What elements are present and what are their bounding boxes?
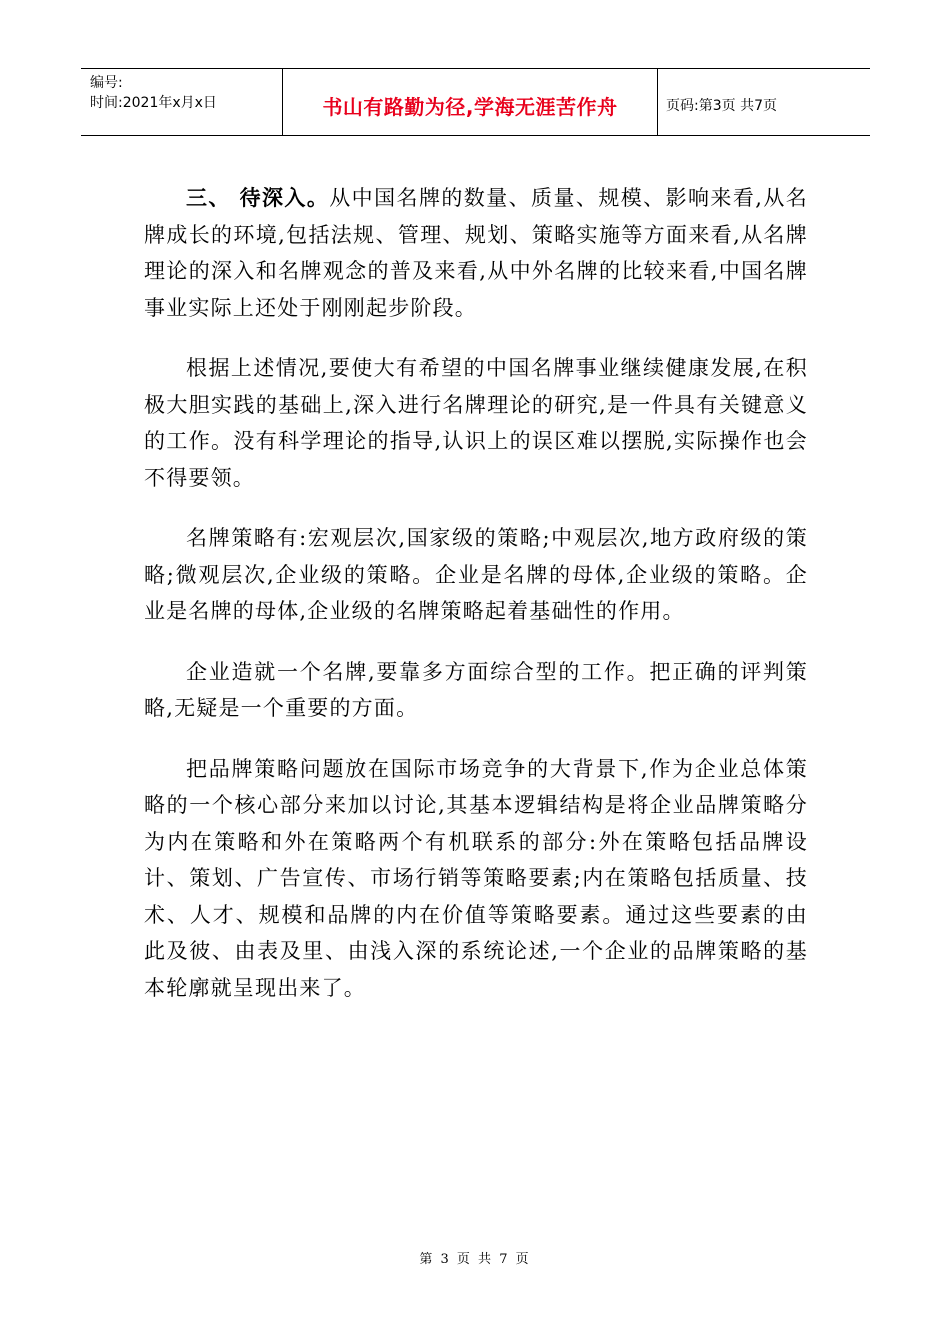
paragraph-5: 把品牌策略问题放在国际市场竞争的大背景下,作为企业总体策略的一个核心部分来加以讨论,其基本逻辑结构是将企业品牌策略分为内在策略和外在策略两个有机联系的部分:外在策略包括品牌设计、策划、广告宣传、市场行销等策略要素;内在策略包括质量、技术、人才、规模和品牌的内在价值等策略要素。通过这些要素的由此及彼、由表及里、由浅入深的系统论述,一个企业的品牌策略的基本轮廓就呈现出来了。 <box>144 756 808 1000</box>
header-motto: 书山有路勤为径,学海无涯苦作舟 <box>322 94 618 119</box>
header-page-number: 页码:第3页 共7页 <box>666 98 777 114</box>
paragraph-3: 名牌策略有:宏观层次,国家级的策略;中观层次,地方政府级的策略;微观层次,企业级的策略。企业是名牌的母体,企业级的策略。企业是名牌的母体,企业级的名牌策略起着基础性的作用。 <box>144 526 808 623</box>
document-number-label: 编号: <box>90 75 123 91</box>
paragraph-1-lead: 三、 待深入。 <box>186 186 330 210</box>
paragraph-4: 企业造就一个名牌,要靠多方面综合型的工作。把正确的评判策略,无疑是一个重要的方面。 <box>144 659 808 720</box>
page-footer: 第 3 页 共 7 页 <box>419 1252 531 1267</box>
header-page-cell <box>658 69 870 135</box>
header-motto-cell <box>283 69 658 135</box>
header-meta <box>81 69 283 135</box>
document-time-label: 时间:2021年x月x日 <box>90 95 217 111</box>
document-body <box>144 180 808 1030</box>
page-header <box>81 68 870 136</box>
paragraph-1-text: 从中国名牌的数量、质量、规模、影响来看,从名牌成长的环境,包括法规、管理、规划、策略实施等方面来看,从名牌理论的深入和名牌观念的普及来看,从中外名牌的比较来看,中国名牌事业实际上还处于刚刚起步阶段。 <box>144 186 808 320</box>
paragraph-1 <box>144 180 808 326</box>
paragraph-2: 根据上述情况,要使大有希望的中国名牌事业继续健康发展,在积极大胆实践的基础上,深入进行名牌理论的研究,是一件具有关键意义的工作。没有科学理论的指导,认识上的误区难以摆脱,实际操作也会不得要领。 <box>144 356 808 490</box>
